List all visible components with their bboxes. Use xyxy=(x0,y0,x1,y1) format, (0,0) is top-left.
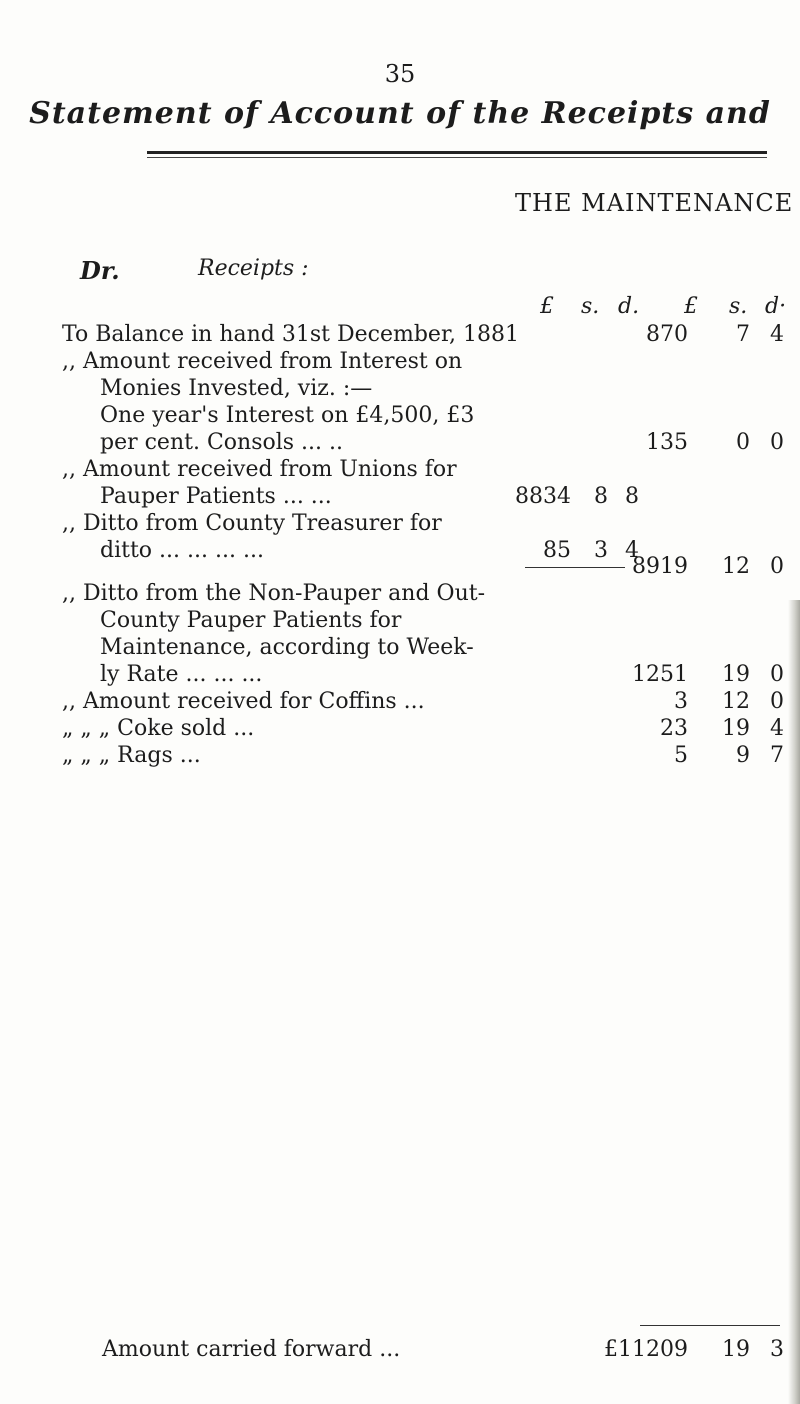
inner-pence-header: d. xyxy=(618,294,640,319)
receipts-label: Receipts : xyxy=(198,256,309,281)
carried-forward-pence: 3 xyxy=(770,1337,784,1362)
entry-line: One year's Interest on £4,500, £3 xyxy=(100,403,475,428)
entry-line: To Balance in hand 31st December, 1881 xyxy=(62,322,520,347)
page-number: 35 xyxy=(384,60,416,88)
dr-label: Dr. xyxy=(80,256,120,285)
entry-line: ly Rate ... ... ... xyxy=(100,662,263,687)
entry-line: ditto ... ... ... ... xyxy=(100,538,264,563)
outer-shillings-value: 12 xyxy=(722,554,750,579)
outer-shillings-value: 0 xyxy=(736,430,750,455)
carried-forward-label: Amount carried forward ... xyxy=(102,1337,401,1362)
section-subtitle: THE MAINTENANCE xyxy=(515,189,794,217)
total-rule xyxy=(640,1325,780,1326)
outer-pounds-value: 8919 xyxy=(632,554,688,579)
outer-pounds-value: 135 xyxy=(646,430,688,455)
outer-shillings-value: 9 xyxy=(736,743,750,768)
outer-pounds-value: 23 xyxy=(660,716,688,741)
entry-line: ,, Amount received for Coffins ... xyxy=(62,689,425,714)
carried-forward-shillings: 19 xyxy=(722,1337,750,1362)
entry-line: Monies Invested, viz. :— xyxy=(100,376,373,401)
entry-line: ,, Amount received from Unions for xyxy=(62,457,457,482)
entry-line: ,, Amount received from Interest on xyxy=(62,349,463,374)
entry-line: ,, Ditto from the Non-Pauper and Out- xyxy=(62,581,486,606)
outer-pounds-value: 870 xyxy=(646,322,688,347)
outer-pence-value: 0 xyxy=(770,662,784,687)
inner-shillings-value: 8 xyxy=(594,484,608,509)
entry-line: Maintenance, according to Week- xyxy=(100,635,474,660)
inner-shillings-value: 3 xyxy=(594,538,608,563)
outer-pounds-value: 3 xyxy=(674,689,688,714)
outer-shillings-value: 19 xyxy=(722,716,750,741)
outer-pence-value: 7 xyxy=(770,743,784,768)
subtotal-rule xyxy=(525,567,625,568)
outer-pence-value: 0 xyxy=(770,430,784,455)
title-rule-thin xyxy=(147,157,767,158)
inner-pounds-value: 85 xyxy=(543,538,571,563)
inner-pence-value: 4 xyxy=(625,538,639,563)
outer-pounds-value: 5 xyxy=(674,743,688,768)
outer-pence-header: d· xyxy=(765,294,787,319)
outer-shillings-header: s. xyxy=(729,294,748,319)
outer-pence-value: 4 xyxy=(770,322,784,347)
outer-pounds-header: £ xyxy=(684,294,698,319)
entry-line: Pauper Patients ... ... xyxy=(100,484,332,509)
outer-pounds-value: 1251 xyxy=(632,662,688,687)
outer-shillings-value: 7 xyxy=(736,322,750,347)
inner-pounds-header: £ xyxy=(540,294,554,319)
inner-shillings-header: s. xyxy=(581,294,600,319)
outer-shillings-value: 19 xyxy=(722,662,750,687)
entry-line: „ „ „ Coke sold ... xyxy=(62,716,255,741)
outer-pence-value: 0 xyxy=(770,554,784,579)
page-edge-shadow xyxy=(788,600,800,1404)
carried-forward-pounds: £11209 xyxy=(604,1337,688,1362)
page-title: Statement of Account of the Receipts and xyxy=(29,96,771,131)
entry-line: per cent. Consols ... .. xyxy=(100,430,344,455)
outer-pence-value: 0 xyxy=(770,689,784,714)
outer-pence-value: 4 xyxy=(770,716,784,741)
inner-pence-value: 8 xyxy=(625,484,639,509)
entry-line: ,, Ditto from County Treasurer for xyxy=(62,511,442,536)
entry-line: „ „ „ Rags ... xyxy=(62,743,201,768)
title-rule-thick xyxy=(147,151,767,154)
outer-shillings-value: 12 xyxy=(722,689,750,714)
inner-pounds-value: 8834 xyxy=(515,484,571,509)
entry-line: County Pauper Patients for xyxy=(100,608,402,633)
